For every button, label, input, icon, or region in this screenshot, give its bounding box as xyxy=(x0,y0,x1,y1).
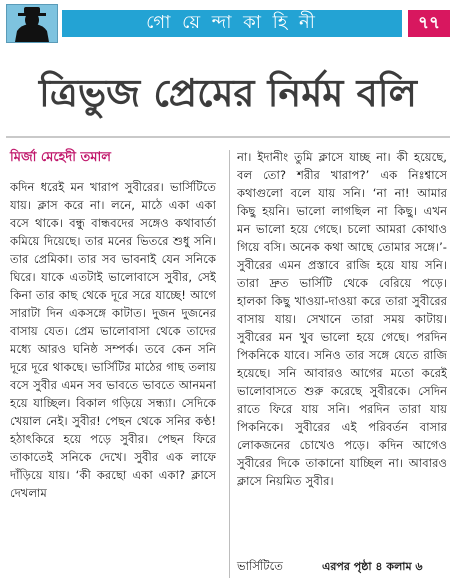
left-column-text: কদিন ধরেই মন খারাপ সুবীরের। ভার্সিটিতে যায়। ক্লাস করে না। লনে, মাঠে একা একা বসে থাকে। বন্ধু বান্ধবদের সঙ্গেও কথাবার্তা কমিয়ে দিয়েছে। তার মনের ভিতরে শুধু সনি। তার প্রেমিকা। তার সব ভাবনাই যেন সনিকে ঘিরে। যাকে এতটাই ভালোবাসে সুবীর, সেই কিনা তার কাছ থেকে দূরে সরে যাচ্ছে! আগে সারাটা দিন একসঙ্গে কাটাত। দুজন দুজনের বাসায় যেত। প্রেম ভালোবাসা থেকে তাদের মধ্যে আরও ঘনিষ্ঠ সম্পর্ক। তবে কেন সনি দূরে দূরে থাকছে। ভার্সিটির মাঠের গাছ তলায় বসে সুবীর এমন সব ভাবতে ভাবতে আনমনা হয়ে যাচ্ছিল। বিকাল গড়িয়ে সন্ধ্যা। সেদিকে খেয়াল নেই। সুবীর! পেছন থেকে সনির কণ্ঠ! হঠাৎকিরে হয়ে পড়ে সুবীর। পেছন ফিরে তাকাতেই সনিকে দেখে। সুবীর এক লাফে দাঁড়িয়ে যায়। ‘কী করছো একা একা? ক্লাসে দেখলাম xyxy=(10,180,216,500)
page-header xyxy=(0,0,456,44)
headline: ত্রিভুজ প্রেমের নির্মম বলি xyxy=(39,70,417,115)
page-number-badge: ৭৭ xyxy=(408,10,450,37)
right-column-text: না। ইদানীং তুমি ক্লাসে যাচ্ছ না। কী হয়েছে, বল তো? শরীর খারাপ?’ এক নিঃশ্বাসে কথাগুলো বলে যায় সনি। ‘না না! আমার কিছু হয়নি। ভালো লাগছিল না কিছু। এখন মন ভালো হয়ে গেছে। চলো আমরা কোথাও গিয়ে বসি। অনেক কথা আছে তোমার সঙ্গে।’- সুবীরের এমন প্রস্তাবে রাজি হয়ে যায় সনি। তারা দ্রুত ভার্সিটি থেকে বেরিয়ে পড়ে। হালকা কিছু খাওয়া-দাওয়া করে তারা সুবীরের বাসায় যায়। সেখানে তারা সময় কাটায়। সুবীরের মন খুব ভালো হয়ে গেছে। পরদিন পিকনিকে যাবে। সনিও তার সঙ্গে যেতে রাজি হয়েছে। সনি আবারও আগের মতো করেই ভালোবাসতে শুরু করেছে সুবীরকে। সেদিন রাতে ফিরে যায় সনি। পরদিন তারা যায় পিকনিকে। সুবীরের এই পরিবর্তন বাসার লোকজনের চোখেও পড়ে। কদিন আগেও সুবীরের দিকে তাকানো যাচ্ছিল না। আবারও ক্লাসে নিয়মিত সুবীর। xyxy=(237,150,447,488)
headline-divider xyxy=(6,136,450,138)
detective-silhouette-icon xyxy=(6,4,58,43)
section-title: গো য়ে ন্দা কা হি নী xyxy=(146,12,318,33)
right-column-tail: ভার্সিটিতে xyxy=(237,559,283,573)
continuation-note: এরপর পৃষ্ঠা ৪ কলাম ৬ xyxy=(322,560,423,573)
column-divider xyxy=(229,150,230,578)
byline: মির্জা মেহেদী তমাল xyxy=(10,150,111,165)
section-banner xyxy=(62,10,402,37)
